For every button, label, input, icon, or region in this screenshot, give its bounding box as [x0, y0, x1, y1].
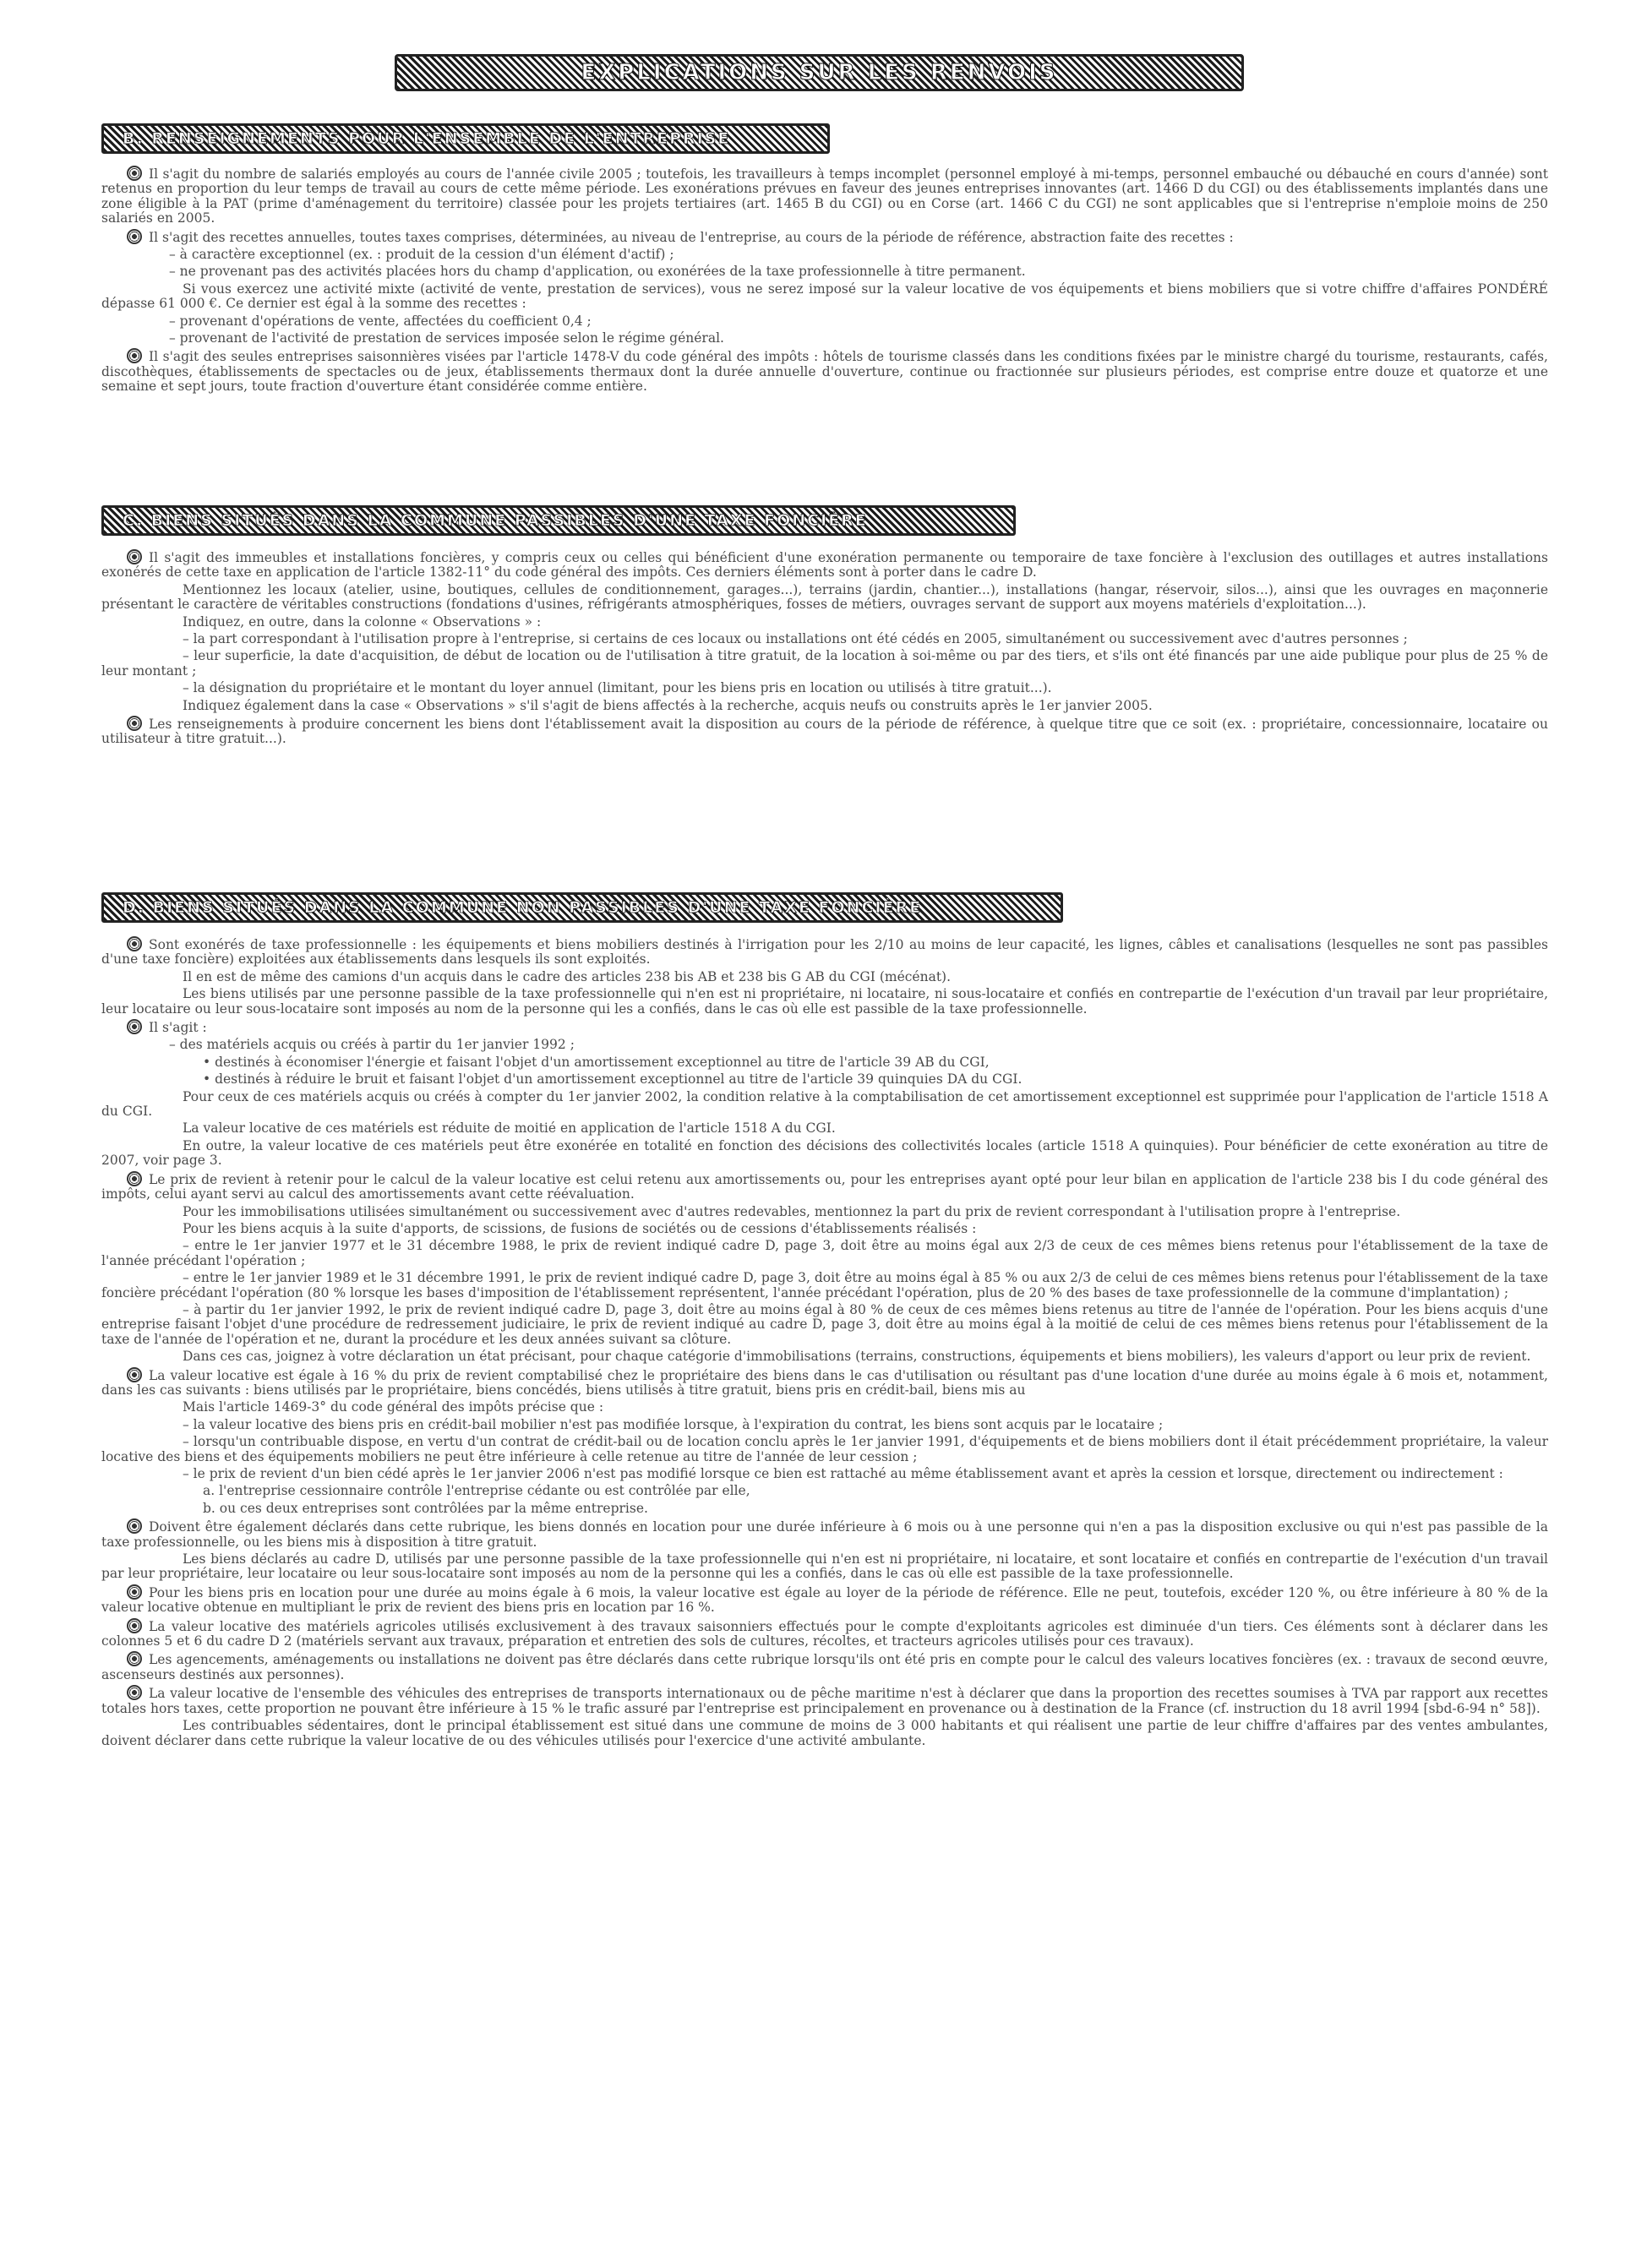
section-c-item-3c: – la désignation du propriétaire et le montant du loyer annuel (limitant, pour les biens pris en location ou utilisés à titre gratuit...). [183, 680, 1052, 696]
section-d-item-4e: – entre le 1er janvier 1989 et le 31 décembre 1991, le prix de revient indiqué cadre D, page 3, doit être au moins égal à 85 % ou aux 2/3 de celui de ces mêmes biens retenus pour l'établissement de la taxe foncière précédant l'opération (80 % lorsque les bases d'imposition de l'établissement représentent, l'année précédant l'opération, plus de 20 % des bases de taxe professionnelle de la commune d'implantation) ; [101, 1270, 1548, 1300]
section-b-body [101, 166, 1548, 397]
section-d-paragraph-2: Les biens utilisés par une personne passible de la taxe professionnelle qui n'en est ni propriétaire, ni locataire, ni sous-locataire et confiés en contrepartie de l'exécution d'un travail par leur propriétaire, leur locataire ou leur sous-locataire sont imposés au nom de la personne qui les a confiés, dans le cas où elle est passible de la taxe professionnelle. [101, 986, 1548, 1017]
section-d-paragraph-5: La valeur locative est égale à 16 % du prix de revient comptabilisé chez le propriétaire des biens dans le cas d'utilisation ou résultant pas d'une location d'une durée au moins égale à 6 mois et, notamment, dans les cas suivants : biens utilisés par le propriétaire, biens concédés, biens utilisés à titre gratuit, biens pris en crédit-bail, biens mis au [101, 1367, 1548, 1398]
section-c-paragraph-2: Mentionnez les locaux (atelier, usine, boutiques, cellules de conditionnement, garages...), terrains (jardin, chantier...), installations (hangar, réservoir, silos...), ainsi que les ouvrages en maçonnerie présentant le caractère de véritables constructions (fondations d'usines, réfrigérants atmosphériques, fosses de métiers, ouvrages servant de support aux moyens matériels d'exploitation...). [101, 581, 1548, 613]
section-d-paragraph-3b: Pour ceux de ces matériels acquis ou créés à compter du 1er janvier 2002, la condition relative à la comptabilisation de cet amortissement exceptionnel est supprimée pour l'application de l'article 1518 A du CGI. [101, 1088, 1548, 1120]
section-d-item-3a: – des matériels acquis ou créés à partir du 1er janvier 1992 ; [169, 1037, 575, 1053]
section-c-item-3d: Indiquez également dans la case « Observations » s'il s'agit de biens affectés à la recherche, acquis neufs ou construits après le 1er janvier 2005. [183, 697, 1153, 713]
renvoi-10-icon [127, 1518, 142, 1534]
renvoi-11-icon [127, 1584, 142, 1600]
section-d-paragraph-3d: En outre, la valeur locative de ces matériels peut être exonérée en totalité en fonction des décisions des collectivités locales (article 1518 A quinquies). Pour bénéficier de cette exonération au titre de 2007, voir page 3. [101, 1137, 1548, 1169]
section-d-paragraph-1b: Il en est de même des camions d'un acquis dans le cadre des articles 238 bis AB et 238 bis G AB du CGI (mécénat). [183, 968, 952, 984]
section-d-item-3a2: • destinés à réduire le bruit et faisant l'objet d'un amortissement exceptionnel au titre de l'article 39 quinquies DA du CGI. [203, 1071, 1022, 1088]
page-title-banner [395, 54, 1244, 91]
section-c-header [101, 505, 1016, 536]
section-d-paragraph-3c: La valeur locative de ces matériels est réduite de moitié en application de l'article 1518 A du CGI. [183, 1120, 836, 1137]
section-d-paragraph-1: Sont exonérés de taxe professionnelle : les équipements et biens mobiliers destinés à l'irrigation pour les 2/10 au moins de leur capacité, les lignes, câbles et canalisations (lesquelles ne sont pas passibles d'une taxe foncière) exploitées aux établissements dans lesquels ils sont exploités. [101, 937, 1548, 968]
renvoi-9-icon [127, 1367, 142, 1382]
page-title: EXPLICATIONS SUR LES RENVOIS [581, 60, 1058, 85]
section-b-item-3b: – provenant de l'activité de prestation de services imposée selon le régime général. [169, 330, 724, 346]
renvoi-12-icon [127, 1618, 142, 1633]
section-d-item-4d: – entre le 1er janvier 1977 et le 31 décembre 1988, le prix de revient indiqué cadre D, page 3, doit être au moins égal aux 2/3 de ceux de ces mêmes biens retenus pour l'établissement de la taxe de l'année précédant l'opération ; [101, 1238, 1548, 1268]
section-b-item-3a: – provenant d'opérations de vente, affectées du coefficient 0,4 ; [169, 313, 592, 329]
section-c-paragraph-3: Indiquez, en outre, dans la colonne « Observations » : [183, 613, 542, 630]
section-d-paragraph-10: La valeur locative de l'ensemble des véhicules des entreprises de transports internationaux ou de pêche maritime n'est à déclarer que dans la proportion des recettes soumises à TVA par rapport aux recettes totales hors taxes, cette proportion ne pouvant être inférieure à 15 % le trafic assuré par l'entreprise est principalement en provenance ou à destination de la France (cf. instruction du 18 avril 1994 [sbd-6-94 n° 58]). [101, 1686, 1548, 1716]
section-d-paragraph-6b: Les biens déclarés au cadre D, utilisés par une personne passible de la taxe professionnelle qui n'en est ni propriétaire, ni locataire, et sont locataire et confiés en contrepartie de l'exécution d'un travail par leur propriétaire, leur locataire ou leur sous-locataire sont imposés au nom de la personne qui les a confiés, dans le cas où elle est passible de la taxe professionnelle. [101, 1551, 1548, 1582]
section-d-item-5g: b. ou ces deux entreprises sont contrôlées par la même entreprise. [203, 1500, 648, 1516]
section-d-item-5f: a. l'entreprise cessionnaire contrôle l'entreprise cédante ou est contrôlée par elle, [203, 1483, 750, 1499]
renvoi-5-icon [127, 716, 142, 731]
section-c-paragraph-4: Les renseignements à produire concernent les biens dont l'établissement avait la disposition au cours de la période de référence, à quelque titre que ce soit (ex. : propriétaire, concessionnaire, locataire ou utilisateur à titre gratuit...). [101, 717, 1548, 747]
section-b-paragraph-1: Il s'agit du nombre de salariés employés au cours de l'année civile 2005 ; toutefois, les travailleurs à temps incomplet (personnel employé à mi-temps, personnel embauché ou débauché en cours d'année) sont retenus en proportion du leur temps de travail au cours de cette même période. Les exonérations prévues en faveur des jeunes entreprises innovantes (art. 1466 D du CGI) ou des établissements implantés dans une zone éligible à la PAT (prime d'aménagement du territoire) classée pour les projets tertiaires (art. 1465 B du CGI) ou en Corse (art. 1466 C du CGI) ne sont applicables que si l'entreprise n'emploie moins de 250 salariés en 2005. [101, 166, 1548, 226]
section-b-paragraph-2: Il s'agit des recettes annuelles, toutes taxes comprises, déterminées, au niveau de l'entreprise, au cours de la période de référence, abstraction faite des recettes : [101, 229, 1548, 245]
section-d-paragraph-6: Doivent être également déclarés dans cette rubrique, les biens donnés en location pour une durée inférieure à 6 mois ou à une personne qui n'en a pas la disposition exclusive ou qui n'est pas passible de la taxe professionnelle, ou les biens mis à disposition à titre gratuit. [101, 1519, 1548, 1550]
section-d-paragraph-9: Les agencements, aménagements ou installations ne doivent pas être déclarés dans cette rubrique lorsqu'ils ont été pris en compte pour le calcul des valeurs locatives foncières (ex. : travaux de second œuvre, ascenseurs destinés aux personnes). [101, 1652, 1548, 1682]
section-b-title: B. RENSEIGNEMENTS POUR L'ENSEMBLE DE L'ENTREPRISE [123, 129, 731, 148]
section-d-paragraph-7: Pour les biens pris en location pour une durée au moins égale à 6 mois, la valeur locative est égale au loyer de la période de référence. Elle ne peut, toutefois, excéder 120 %, ou être inférieure à 80 % de la valeur locative obtenue en multipliant le prix de revient des biens pris en location par 16 %. [101, 1584, 1548, 1616]
renvoi-3-icon [127, 348, 142, 363]
renvoi-4-icon [127, 549, 142, 564]
section-d-title: D. BIENS SITUÉS DANS LA COMMUNE NON PASSIBLES D'UNE TAXE FONCIÈRE [123, 898, 923, 917]
section-c-item-3b: – leur superficie, la date d'acquisition, de début de location ou de l'utilisation à titre gratuit, de la location à soi-même ou par des tiers, et s'ils ont été financés par une aide publique pour plus de 25 % de leur montant ; [101, 648, 1548, 679]
section-b-item-2a: – à caractère exceptionnel (ex. : produit de la cession d'un élément d'actif) ; [169, 247, 674, 263]
section-d-item-5d: – lorsqu'un contribuable dispose, en vertu d'un contrat de crédit-bail ou de location conclu après le 1er janvier 1991, d'équipements et de biens mobiliers dont il était précédemment propriétaire, la valeur locative des biens et des équipements mobiliers ne peut être inférieure à celle retenue au titre de l'année de leur cession ; [101, 1434, 1548, 1464]
section-d-header [101, 892, 1063, 923]
section-c-body [101, 549, 1548, 750]
section-d-paragraph-4g: Dans ces cas, joignez à votre déclaration un état précisant, pour chaque catégorie d'immobilisations (terrains, constructions, équipements et biens mobiliers), les valeurs d'apport ou leur prix de revient. [183, 1349, 1531, 1365]
section-d-paragraph-3: Il s'agit : [101, 1019, 1548, 1035]
section-d-item-5c: – la valeur locative des biens pris en crédit-bail mobilier n'est pas modifiée lorsque, à l'expiration du contrat, les biens sont acquis par le locataire ; [183, 1416, 1164, 1432]
section-b-paragraph-3: Si vous exercez une activité mixte (activité de vente, prestation de services), vous ne serez imposé sur la valeur locative de vos équipements et biens mobiliers que si votre chiffre d'affaires PONDÉRÉ dépasse 61 000 €. Ce dernier est égal à la somme des recettes : [101, 281, 1548, 312]
section-d-item-5e: – le prix de revient d'un bien cédé après le 1er janvier 2006 n'est pas modifié lorsque ce bien est rattaché au même établissement avant et après la cession et lorsque, directement ou indirectement : [183, 1466, 1503, 1481]
section-d-item-3a1: • destinés à économiser l'énergie et faisant l'objet d'un amortissement exceptionnel au titre de l'article 39 AB du CGI, [203, 1054, 990, 1070]
section-d-paragraph-5b: Mais l'article 1469-3° du code général des impôts précise que : [183, 1399, 604, 1415]
renvoi-8-icon [127, 1171, 142, 1186]
section-d-paragraph-4: Le prix de revient à retenir pour le calcul de la valeur locative est celui retenu aux amortissements ou, pour les entreprises ayant opté pour leur bilan en application de l'article 238 bis I du code général des impôts, celui ayant servi au calcul des amortissements avant cette réévaluation. [101, 1171, 1548, 1202]
section-c-paragraph-1: Il s'agit des immeubles et installations foncières, y compris ceux ou celles qui bénéficient d'une exonération permanente ou temporaire de taxe foncière à l'exclusion des outillages et autres installations exonérés de cette taxe en application de l'article 1382-11° du code général des impôts. Ces derniers éléments sont à porter dans le cadre D. [101, 550, 1548, 581]
section-c-item-3a: – la part correspondant à l'utilisation propre à l'entreprise, si certains de ces locaux ou installations ont été cédés en 2005, simultanément ou successivement avec d'autres personnes ; [183, 631, 1408, 647]
section-b-paragraph-4: Il s'agit des seules entreprises saisonnières visées par l'article 1478-V du code général des impôts : hôtels de tourisme classés dans les conditions fixées par le ministre chargé du tourisme, restaurants, cafés, discothèques, établissements de spectacles ou de jeux, établissements thermaux dont la durée annuelle d'ouverture, continue ou fractionnée sur plusieurs périodes, est comprise entre douze et quatorze et une semaine et sept jours, toute fraction d'ouverture étant considérée comme entière. [101, 349, 1548, 395]
renvoi-7-icon [127, 1019, 142, 1034]
section-d-paragraph-4b: Pour les immobilisations utilisées simultanément ou successivement avec d'autres redevables, mentionnez la part du prix de revient correspondant à l'utilisation propre à l'entreprise. [183, 1203, 1401, 1219]
section-d-paragraph-11: Les contribuables sédentaires, dont le principal établissement est situé dans une commune de moins de 3 000 habitants et qui réalisent une partie de leur chiffre d'affaires par des ventes ambulantes, doivent déclarer dans cette rubrique la valeur locative de ou des véhicules utilisés pour l'exercice d'une activité ambulante. [101, 1718, 1548, 1748]
renvoi-2-icon [127, 229, 142, 244]
section-d-paragraph-4c: Pour les biens acquis à la suite d'apports, de scissions, de fusions de sociétés ou de cessions d'établissements réalisés : [183, 1220, 977, 1236]
section-b-header [101, 123, 830, 154]
section-c-title: C. BIENS SITUÉS DANS LA COMMUNE PASSIBLES D'UNE TAXE FONCIÈRE [123, 511, 868, 530]
renvoi-13-icon [127, 1651, 142, 1666]
section-d-item-4f: – à partir du 1er janvier 1992, le prix de revient indiqué cadre D, page 3, doit être au moins égal à 80 % de ceux de ces mêmes biens retenus au titre de l'année de l'opération. Pour les biens acquis d'une entreprise faisant l'objet d'une procédure de redressement judiciaire, le prix de revient indiqué au cadre D, page 3, doit être au moins égal à la moitié de celui de ces mêmes biens retenus pour l'établissement de la taxe de l'année de l'opération et ne, durant la procédure et les deux années suivant sa clôture. [101, 1301, 1548, 1347]
renvoi-14-icon [127, 1685, 142, 1700]
renvoi-6-icon [127, 936, 142, 951]
section-d-body [101, 936, 1548, 1751]
section-d-paragraph-8: La valeur locative des matériels agricoles utilisés exclusivement à des travaux saisonniers effectués pour le compte d'exploitants agricoles est diminuée d'un tiers. Ces éléments sont à déclarer dans les colonnes 5 et 6 du cadre D 2 (matériels servant aux travaux, préparation et entretien des sols de cultures, récoltes, et tracteurs agricoles utilisés pour ces travaux). [101, 1618, 1548, 1649]
section-b-item-2b: – ne provenant pas des activités placées hors du champ d'application, ou exonérées de la taxe professionnelle à titre permanent. [169, 264, 1026, 280]
renvoi-1-icon [127, 166, 142, 181]
